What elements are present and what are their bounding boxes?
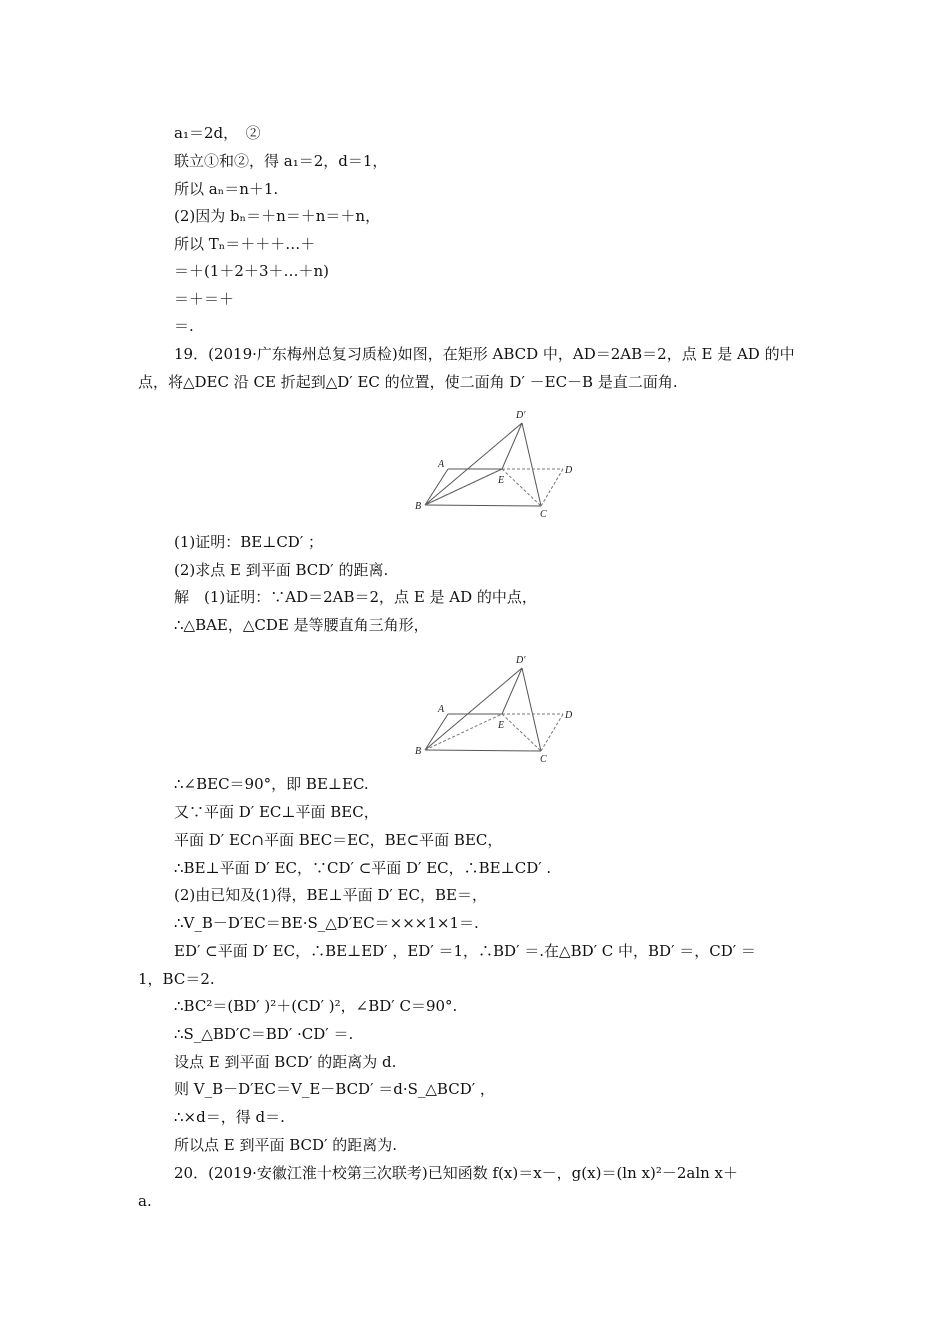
- label-B: B: [415, 746, 422, 757]
- text-line: ED′ ⊂平面 D′ EC，∴BE⊥ED′ ，ED′ ＝1，∴BD′ ＝.在△BD′ C 中，BD′ ＝，CD′ ＝: [174, 942, 756, 960]
- label-B: B: [415, 501, 422, 512]
- text-line: 又∵平面 D′ EC⊥平面 BEC，: [174, 803, 379, 821]
- text-line: 则 V_B－D′EC＝V_E－BCD′ ＝d·S_△BCD′ ，: [174, 1080, 495, 1098]
- label-D1: D′: [516, 410, 526, 421]
- text-line: ＝＋(1＋2＋3＋…＋n): [174, 262, 329, 280]
- text-line: 19．(2019·广东梅州总复习质检)如图，在矩形 ABCD 中，AD＝2AB＝2，点 E 是 AD 的中: [174, 345, 795, 363]
- text-line: 解 (1)证明：∵AD＝2AB＝2，点 E 是 AD 的中点，: [174, 588, 537, 606]
- text-line: ∴×d＝，得 d＝.: [174, 1108, 285, 1126]
- text-line: ∴△BAE，△CDE 是等腰直角三角形，: [174, 616, 429, 634]
- text-line: a.: [138, 1192, 152, 1210]
- edge-DC-dashed: [541, 714, 563, 751]
- text-line: 平面 D′ EC∩平面 BEC＝EC，BE⊂平面 BEC，: [174, 831, 503, 849]
- text-line: ∴BC²＝(BD′ )²＋(CD′ )²，∠BD′ C＝90°.: [174, 997, 458, 1015]
- text-line: ∴∠BEC＝90°，即 BE⊥EC.: [174, 775, 369, 793]
- text-line: 点，将△DEC 沿 CE 折起到△D′ EC 的位置，使二面角 D′ －EC－B 是直二面角.: [138, 373, 678, 391]
- text-line: 20．(2019·安徽江淮十校第三次联考)已知函数 f(x)＝x－，g(x)＝(ln x)²－2aln x＋: [174, 1164, 739, 1182]
- folded-rectangle-diagram: [405, 405, 585, 520]
- text-line: ∴V_B－D′EC＝BE·S_△D′EC＝×××1×1＝.: [174, 914, 479, 932]
- label-A: A: [438, 459, 445, 470]
- text-line: 所以点 E 到平面 BCD′ 的距离为.: [174, 1136, 398, 1154]
- text-line: 1，BC＝2.: [138, 970, 215, 988]
- edge-BC: [425, 505, 541, 506]
- edge-ED1: [502, 668, 522, 714]
- folded-rectangle-diagram: [405, 650, 585, 765]
- label-C: C: [540, 509, 547, 520]
- text-line: (2)因为 bₙ＝＋n＝＋n＝＋n，: [174, 207, 381, 225]
- text-line: (2)求点 E 到平面 BCD′ 的距离.: [174, 561, 389, 579]
- label-C: C: [540, 754, 547, 765]
- text-line: ＝＋＝＋: [174, 290, 235, 308]
- geometry-figure-2: [405, 650, 585, 765]
- label-D: D: [565, 465, 573, 476]
- edge-D1C: [522, 423, 541, 506]
- edge-ED1: [502, 423, 522, 469]
- edge-D1C: [522, 668, 541, 751]
- text-line: 所以 aₙ＝n＋1.: [174, 180, 279, 198]
- text-line: ∴BE⊥平面 D′ EC，∵CD′ ⊂平面 D′ EC，∴BE⊥CD′ .: [174, 859, 552, 877]
- geometry-figure-1: [405, 405, 585, 520]
- label-E: E: [498, 720, 505, 731]
- text-line: (1)证明：BE⊥CD′ ；: [174, 533, 324, 551]
- label-A: A: [438, 704, 445, 715]
- text-line: ∴S_△BD′C＝BD′ ·CD′ ＝.: [174, 1025, 354, 1043]
- edge-EC-dashed: [502, 714, 541, 751]
- text-line: 所以 Tₙ＝＋＋＋…＋: [174, 235, 316, 253]
- edge-EC-dashed: [502, 469, 541, 506]
- text-line: ＝.: [174, 317, 194, 335]
- text-line: 联立①和②，得 a₁＝2，d＝1，: [174, 152, 388, 170]
- text-line: 设点 E 到平面 BCD′ 的距离为 d.: [174, 1053, 397, 1071]
- label-E: E: [498, 475, 505, 486]
- edge-BC: [425, 750, 541, 751]
- text-line: a₁＝2d， ②: [174, 124, 261, 142]
- label-D: D: [565, 710, 573, 721]
- text-line: (2)由已知及(1)得，BE⊥平面 D′ EC，BE＝，: [174, 886, 487, 904]
- edge-DC-dashed: [541, 469, 563, 506]
- label-D1: D′: [516, 655, 526, 666]
